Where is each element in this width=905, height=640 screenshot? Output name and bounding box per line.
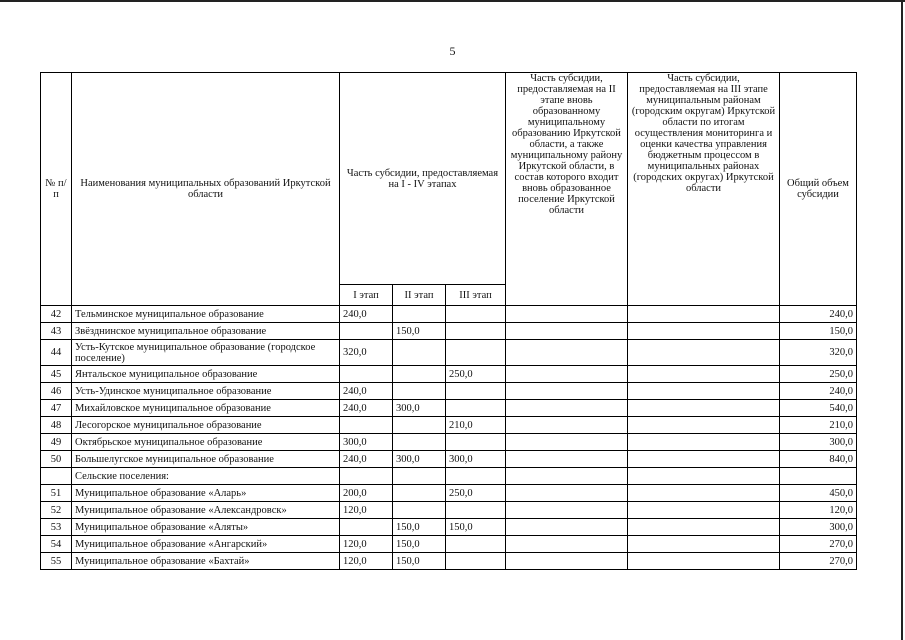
- table-row: [41, 553, 857, 570]
- row-name: Усть-Удинское муниципальное образование: [72, 383, 340, 400]
- row-stage2: [393, 306, 446, 323]
- row-stage3: [446, 323, 506, 340]
- page-edge-right: [901, 0, 903, 640]
- row-stage1: 240,0: [340, 400, 393, 417]
- row-stage3: [446, 400, 506, 417]
- row-stage1: [340, 519, 393, 536]
- subsidy-table: [40, 72, 857, 570]
- header-stage3: III этап: [446, 285, 506, 306]
- row-total: 300,0: [780, 519, 857, 536]
- row-stage2-new: [506, 485, 628, 502]
- row-name: Тельминское муниципальное образование: [72, 306, 340, 323]
- row-stage2: 150,0: [393, 536, 446, 553]
- table-row: [41, 434, 857, 451]
- row-total: 320,0: [780, 340, 857, 366]
- table-row: [41, 383, 857, 400]
- row-stage3-districts: [628, 306, 780, 323]
- row-name: Муниципальное образование «Аларь»: [72, 485, 340, 502]
- row-stage2-new: [506, 536, 628, 553]
- row-stage3-districts: [628, 536, 780, 553]
- row-number: 46: [41, 383, 72, 400]
- row-number: 48: [41, 417, 72, 434]
- row-stage3-districts: [628, 519, 780, 536]
- row-total: 300,0: [780, 434, 857, 451]
- page-number: 5: [449, 44, 456, 58]
- row-stage1: 240,0: [340, 383, 393, 400]
- header-name: Наименования муниципальных образований Иркутской области: [72, 73, 340, 306]
- row-total: 240,0: [780, 383, 857, 400]
- row-total: 150,0: [780, 323, 857, 340]
- row-number: 52: [41, 502, 72, 519]
- row-stage3: 300,0: [446, 451, 506, 468]
- section-row: [41, 468, 857, 485]
- row-total: [780, 468, 857, 485]
- row-stage1: [340, 366, 393, 383]
- header-stage2-new: Часть субсидии, предоставляемая на II этапе вновь образованному муниципальному образованию Иркутской области, а также муниципальному району Иркутской области, в состав которого входит вновь образованное поселение Иркутской области: [506, 73, 628, 306]
- row-number: 55: [41, 553, 72, 570]
- row-name: Михайловское муниципальное образование: [72, 400, 340, 417]
- table-row: [41, 417, 857, 434]
- table-row: [41, 340, 857, 366]
- row-stage1: [340, 323, 393, 340]
- row-stage3-districts: [628, 417, 780, 434]
- row-number: 51: [41, 485, 72, 502]
- header-number: № п/п: [41, 73, 72, 306]
- row-stage2-new: [506, 306, 628, 323]
- row-stage3: [446, 553, 506, 570]
- row-number: 47: [41, 400, 72, 417]
- row-stage2: [393, 383, 446, 400]
- row-number: 43: [41, 323, 72, 340]
- row-total: 120,0: [780, 502, 857, 519]
- row-stage3: [446, 502, 506, 519]
- row-stage3: [446, 383, 506, 400]
- row-stage2: 300,0: [393, 451, 446, 468]
- row-stage2-new: [506, 451, 628, 468]
- row-stage2: [393, 417, 446, 434]
- header-stage3-districts: Часть субсидии, предоставляемая на III этапе муниципальным районам (городским округам) Иркутской области по итогам осуществления мониторинга и оценки качества управления бюджетным процессом в муниципальных районах (городских округах) Иркутской области: [628, 73, 780, 306]
- page-edge-top: [0, 0, 905, 2]
- row-stage2: [393, 485, 446, 502]
- header-stage1: I этап: [340, 285, 393, 306]
- row-stage2-new: [506, 502, 628, 519]
- table-row: [41, 485, 857, 502]
- row-name: Муниципальное образование «Ангарский»: [72, 536, 340, 553]
- row-name: Усть-Кутское муниципальное образование (городское поселение): [72, 340, 340, 366]
- row-number: 44: [41, 340, 72, 366]
- row-stage3-districts: [628, 485, 780, 502]
- row-stage1: [340, 468, 393, 485]
- row-stage2-new: [506, 519, 628, 536]
- row-stage2-new: [506, 366, 628, 383]
- row-stage2: [393, 340, 446, 366]
- row-number: 45: [41, 366, 72, 383]
- row-stage2: 150,0: [393, 519, 446, 536]
- row-name: Большелугское муниципальное образование: [72, 451, 340, 468]
- row-number: [41, 468, 72, 485]
- row-stage3-districts: [628, 451, 780, 468]
- row-stage3: 250,0: [446, 366, 506, 383]
- row-stage1: [340, 417, 393, 434]
- row-total: 240,0: [780, 306, 857, 323]
- section-title: Сельские поселения:: [72, 468, 340, 485]
- row-stage1: 120,0: [340, 502, 393, 519]
- header-stage2: II этап: [393, 285, 446, 306]
- table-row: [41, 366, 857, 383]
- row-stage3: [446, 468, 506, 485]
- row-stage2: 150,0: [393, 323, 446, 340]
- table-row: [41, 306, 857, 323]
- row-stage2-new: [506, 553, 628, 570]
- row-number: 49: [41, 434, 72, 451]
- row-stage1: 320,0: [340, 340, 393, 366]
- row-stage2: 150,0: [393, 553, 446, 570]
- row-stage2-new: [506, 340, 628, 366]
- row-number: 42: [41, 306, 72, 323]
- row-stage3: [446, 340, 506, 366]
- row-stage2: 300,0: [393, 400, 446, 417]
- row-stage3-districts: [628, 468, 780, 485]
- row-name: Звёзднинское муниципальное образование: [72, 323, 340, 340]
- row-stage2: [393, 434, 446, 451]
- table-row: [41, 400, 857, 417]
- row-stage2-new: [506, 468, 628, 485]
- table-row: [41, 451, 857, 468]
- row-name: Муниципальное образование «Аляты»: [72, 519, 340, 536]
- row-stage3-districts: [628, 434, 780, 451]
- row-stage2-new: [506, 383, 628, 400]
- row-stage3-districts: [628, 502, 780, 519]
- row-stage3-districts: [628, 366, 780, 383]
- row-total: 210,0: [780, 417, 857, 434]
- row-stage2: [393, 502, 446, 519]
- row-stage3: [446, 434, 506, 451]
- row-name: Муниципальное образование «Бахтай»: [72, 553, 340, 570]
- row-stage3: 250,0: [446, 485, 506, 502]
- row-name: Янтальское муниципальное образование: [72, 366, 340, 383]
- row-stage1: 120,0: [340, 536, 393, 553]
- row-stage2: [393, 468, 446, 485]
- row-stage3: [446, 306, 506, 323]
- row-stage2-new: [506, 417, 628, 434]
- header-total: Общий объем субсидии: [780, 73, 857, 306]
- row-name: Октябрьское муниципальное образование: [72, 434, 340, 451]
- row-stage1: 240,0: [340, 306, 393, 323]
- row-stage2-new: [506, 434, 628, 451]
- row-stage3-districts: [628, 383, 780, 400]
- table-row: [41, 323, 857, 340]
- row-stage1: 300,0: [340, 434, 393, 451]
- row-name: Муниципальное образование «Александровск»: [72, 502, 340, 519]
- row-total: 270,0: [780, 553, 857, 570]
- row-total: 840,0: [780, 451, 857, 468]
- row-total: 540,0: [780, 400, 857, 417]
- row-stage3-districts: [628, 400, 780, 417]
- row-stage3-districts: [628, 323, 780, 340]
- row-number: 50: [41, 451, 72, 468]
- row-stage2: [393, 366, 446, 383]
- table-row: [41, 536, 857, 553]
- row-stage3-districts: [628, 553, 780, 570]
- row-stage2-new: [506, 323, 628, 340]
- row-total: 250,0: [780, 366, 857, 383]
- row-stage1: 240,0: [340, 451, 393, 468]
- row-stage1: 120,0: [340, 553, 393, 570]
- row-stage3-districts: [628, 340, 780, 366]
- row-stage2-new: [506, 400, 628, 417]
- header-stages: Часть субсидии, предоставляемая на I - IV этапах: [340, 73, 506, 285]
- row-total: 450,0: [780, 485, 857, 502]
- row-total: 270,0: [780, 536, 857, 553]
- row-name: Лесогорское муниципальное образование: [72, 417, 340, 434]
- row-number: 53: [41, 519, 72, 536]
- row-stage3: 210,0: [446, 417, 506, 434]
- row-stage3: [446, 536, 506, 553]
- row-number: 54: [41, 536, 72, 553]
- row-stage1: 200,0: [340, 485, 393, 502]
- table-row: [41, 502, 857, 519]
- table-row: [41, 519, 857, 536]
- row-stage3: 150,0: [446, 519, 506, 536]
